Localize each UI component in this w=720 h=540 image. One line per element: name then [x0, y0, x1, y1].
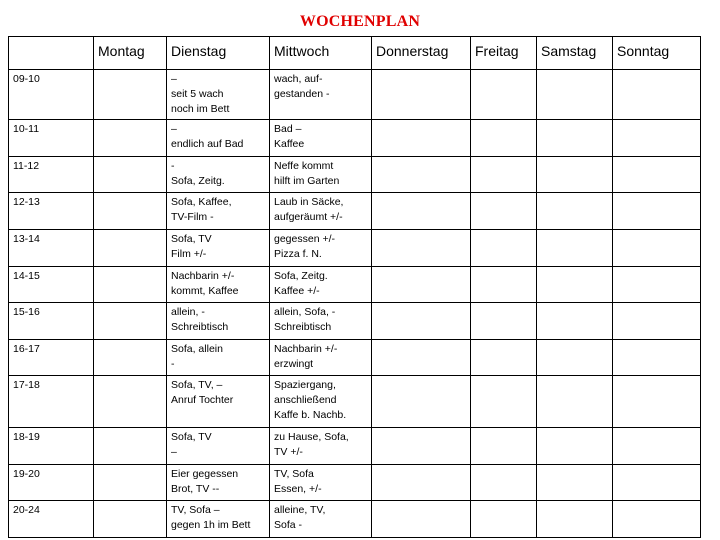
entry-cell-donnerstag	[372, 266, 471, 303]
entry-cell-dienstag: Sofa, Kaffee, TV-Film -	[167, 193, 270, 230]
entry-cell-montag	[94, 339, 167, 376]
entry-cell-freitag	[471, 428, 537, 465]
entry-cell-donnerstag	[372, 120, 471, 157]
page-title: WOCHENPLAN	[299, 13, 421, 30]
table-row	[9, 69, 701, 120]
table-row	[9, 376, 701, 428]
day-header-freitag: Freitag	[471, 37, 537, 70]
entry-cell-samstag	[537, 156, 613, 193]
entry-cell-dienstag: Sofa, TV Film +/-	[167, 230, 270, 267]
entry-cell-montag	[94, 376, 167, 428]
entry-cell-dienstag: Nachbarin +/- kommt, Kaffee	[167, 266, 270, 303]
entry-cell-sonntag	[613, 501, 701, 538]
time-slot-cell: 17-18	[9, 376, 94, 428]
entry-cell-sonntag	[613, 339, 701, 376]
time-slot-cell: 11-12	[9, 156, 94, 193]
entry-cell-freitag	[471, 69, 537, 120]
table-row	[9, 230, 701, 267]
time-slot-cell: 12-13	[9, 193, 94, 230]
entry-cell-dienstag: TV, Sofa – gegen 1h im Bett	[167, 501, 270, 538]
entry-cell-sonntag	[613, 376, 701, 428]
time-slot-cell: 14-15	[9, 266, 94, 303]
entry-cell-mittwoch: Laub in Säcke, aufgeräumt +/-	[270, 193, 372, 230]
entry-cell-samstag	[537, 230, 613, 267]
table-row	[9, 120, 701, 157]
entry-cell-sonntag	[613, 69, 701, 120]
day-header-donnerstag: Donnerstag	[372, 37, 471, 70]
table-row	[9, 339, 701, 376]
entry-cell-freitag	[471, 501, 537, 538]
entry-cell-montag	[94, 156, 167, 193]
entry-cell-mittwoch: TV, Sofa Essen, +/-	[270, 464, 372, 501]
entry-cell-montag	[94, 501, 167, 538]
entry-cell-montag	[94, 230, 167, 267]
entry-cell-samstag	[537, 69, 613, 120]
entry-cell-samstag	[537, 501, 613, 538]
entry-cell-dienstag: – endlich auf Bad	[167, 120, 270, 157]
entry-cell-dienstag: - Sofa, Zeitg.	[167, 156, 270, 193]
entry-cell-samstag	[537, 193, 613, 230]
entry-cell-mittwoch: gegessen +/- Pizza f. N.	[270, 230, 372, 267]
entry-cell-freitag	[471, 464, 537, 501]
day-header-montag: Montag	[94, 37, 167, 70]
entry-cell-mittwoch: Bad – Kaffee	[270, 120, 372, 157]
entry-cell-mittwoch: zu Hause, Sofa, TV +/-	[270, 428, 372, 465]
entry-cell-sonntag	[613, 428, 701, 465]
table-row	[9, 303, 701, 340]
entry-cell-dienstag: – seit 5 wach noch im Bett	[167, 69, 270, 120]
time-slot-cell: 20-24	[9, 501, 94, 538]
entry-cell-samstag	[537, 339, 613, 376]
entry-cell-freitag	[471, 156, 537, 193]
table-row	[9, 428, 701, 465]
table-row	[9, 156, 701, 193]
entry-cell-montag	[94, 464, 167, 501]
entry-cell-freitag	[471, 339, 537, 376]
entry-cell-samstag	[537, 266, 613, 303]
entry-cell-samstag	[537, 428, 613, 465]
entry-cell-freitag	[471, 376, 537, 428]
time-slot-cell: 09-10	[9, 69, 94, 120]
entry-cell-donnerstag	[372, 230, 471, 267]
entry-cell-montag	[94, 69, 167, 120]
table-row	[9, 266, 701, 303]
entry-cell-samstag	[537, 464, 613, 501]
entry-cell-mittwoch: alleine, TV, Sofa -	[270, 501, 372, 538]
entry-cell-dienstag: Sofa, TV, – Anruf Tochter	[167, 376, 270, 428]
entry-cell-montag	[94, 120, 167, 157]
plan-body	[9, 37, 701, 538]
entry-cell-donnerstag	[372, 428, 471, 465]
entry-cell-sonntag	[613, 120, 701, 157]
entry-cell-montag	[94, 428, 167, 465]
entry-cell-mittwoch: wach, auf- gestanden -	[270, 69, 372, 120]
entry-cell-sonntag	[613, 230, 701, 267]
entry-cell-montag	[94, 303, 167, 340]
entry-cell-sonntag	[613, 303, 701, 340]
entry-cell-dienstag: Sofa, TV –	[167, 428, 270, 465]
day-header-sonntag: Sonntag	[613, 37, 701, 70]
day-header-mittwoch: Mittwoch	[270, 37, 372, 70]
entry-cell-samstag	[537, 120, 613, 157]
time-slot-cell: 19-20	[9, 464, 94, 501]
entry-cell-donnerstag	[372, 69, 471, 120]
table-row	[9, 193, 701, 230]
entry-cell-donnerstag	[372, 376, 471, 428]
entry-cell-dienstag: Eier gegessen Brot, TV --	[167, 464, 270, 501]
time-slot-cell: 16-17	[9, 339, 94, 376]
entry-cell-mittwoch: Sofa, Zeitg. Kaffee +/-	[270, 266, 372, 303]
entry-cell-sonntag	[613, 464, 701, 501]
entry-cell-montag	[94, 266, 167, 303]
entry-cell-donnerstag	[372, 339, 471, 376]
day-header-samstag: Samstag	[537, 37, 613, 70]
entry-cell-freitag	[471, 120, 537, 157]
entry-cell-mittwoch: Nachbarin +/- erzwingt	[270, 339, 372, 376]
entry-cell-donnerstag	[372, 156, 471, 193]
entry-cell-samstag	[537, 376, 613, 428]
entry-cell-montag	[94, 193, 167, 230]
entry-cell-freitag	[471, 266, 537, 303]
entry-cell-mittwoch: Neffe kommt hilft im Garten	[270, 156, 372, 193]
entry-cell-donnerstag	[372, 193, 471, 230]
time-slot-cell: 15-16	[9, 303, 94, 340]
header-row	[9, 37, 701, 70]
day-header-dienstag: Dienstag	[167, 37, 270, 70]
entry-cell-dienstag: allein, - Schreibtisch	[167, 303, 270, 340]
entry-cell-donnerstag	[372, 501, 471, 538]
entry-cell-donnerstag	[372, 303, 471, 340]
entry-cell-freitag	[471, 193, 537, 230]
table-row	[9, 501, 701, 538]
time-slot-cell: 13-14	[9, 230, 94, 267]
corner-cell	[9, 37, 94, 70]
entry-cell-mittwoch: Spaziergang, anschließend Kaffe b. Nachb.	[270, 376, 372, 428]
entry-cell-samstag	[537, 303, 613, 340]
entry-cell-sonntag	[613, 193, 701, 230]
entry-cell-sonntag	[613, 156, 701, 193]
entry-cell-donnerstag	[372, 464, 471, 501]
entry-cell-freitag	[471, 303, 537, 340]
entry-cell-dienstag: Sofa, allein -	[167, 339, 270, 376]
entry-cell-freitag	[471, 230, 537, 267]
entry-cell-sonntag	[613, 266, 701, 303]
weekly-plan-table	[8, 36, 701, 538]
time-slot-cell: 18-19	[9, 428, 94, 465]
table-row	[9, 464, 701, 501]
entry-cell-mittwoch: allein, Sofa, - Schreibtisch	[270, 303, 372, 340]
time-slot-cell: 10-11	[9, 120, 94, 157]
